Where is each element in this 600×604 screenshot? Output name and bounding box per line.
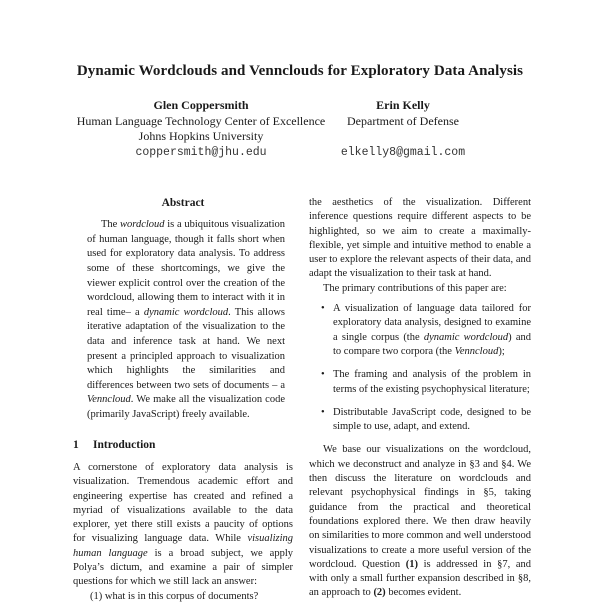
author-block-2 (328, 98, 478, 160)
right-column (309, 196, 531, 601)
list-item: • A visualization of language data tailored for exploratory data analysis, designed to examine a single corpus (the dynamic wordcloud) and to compare two corpora (the Venncloud); (321, 303, 531, 357)
author-email: coppersmith@jhu.edu (135, 145, 267, 159)
author-affiliation: Human Language Technology Center of Excellence (76, 113, 326, 128)
abstract-paragraph: The wordcloud is a ubiquitous visualization of human language, though it falls short when used for exploratory data analysis. To address some of these shortcomings, we give the viewer explicit control over the creation of the wordcloud, allowing them to interact with it in real time– a dynamic wordcloud. This allows iterative adaptation of the visualization to the data and inference task at hand. We next present a principled approach to visualization which highlights the similarities and differences between two sets of documents – a Venncloud. We make all the visualization code (primarily JavaScript) freely available. (87, 219, 286, 421)
section-title: Introduction (93, 438, 156, 451)
body-paragraph: the aesthetics of the visualization. Different inference questions require different aspects to be highlighted, so we aim to create a maximally-flexible, yet simple and intuitive method to enable a user to explore the relevant aspects of their data, and adapt the visualization to their task at hand. (309, 197, 531, 280)
author-affiliation: Johns Hopkins University (138, 129, 264, 143)
paper-title: Dynamic Wordclouds and Vennclouds for Exploratory Data Analysis (76, 63, 524, 79)
left-column (73, 196, 293, 590)
author-affiliation: Department of Defense (347, 113, 459, 128)
author-block-1 (62, 98, 340, 160)
abstract-heading: Abstract (161, 197, 205, 209)
cut-off-line: (1) what is in this corpus of documents? (90, 591, 259, 602)
author-email: elkelly8@gmail.com (340, 145, 466, 159)
list-item: • Distributable JavaScript code, designed to be simple to use, adapt, and extend. (321, 406, 531, 433)
body-paragraph: We base our visualizations on the wordcloud, which we deconstruct and analyze in §3 and §4. We then discuss the literature on wordclouds and relevant psychophysical findings in §5, taking guidance from the practical and theoretical foundations explored there. We then draw heavily on similarities to more common and well understood visualizations to create a more useful version of the wordcloud. Question (1) is addressed in §7, and with only a small further expansion described in §8, an approach to (2) becomes evident. (309, 444, 531, 599)
bullet-icon: • (321, 303, 325, 315)
term-visualizing-human-language: visualizing human language (73, 533, 293, 559)
section-heading-introduction (73, 438, 293, 452)
abstract-body (73, 218, 293, 422)
contributions-list (309, 302, 531, 434)
term-wordcloud: wordcloud (120, 219, 165, 231)
author-name: Glen Coppersmith (153, 98, 249, 112)
bullet-icon: • (321, 406, 325, 418)
term-dynamic-wordcloud: dynamic wordcloud (423, 331, 509, 343)
term-venncloud: Venncloud (87, 394, 131, 406)
term-venncloud: Venncloud (454, 345, 499, 357)
question-ref-1: (1) (405, 558, 418, 570)
body-paragraph: The primary contributions of this paper are: (323, 282, 507, 294)
list-item: • The framing and analysis of the problem in terms of the existing psychophysical literature; (321, 369, 531, 395)
author-name: Erin Kelly (376, 98, 430, 112)
question-ref-2: (2) (373, 587, 386, 599)
term-dynamic-wordcloud: dynamic wordcloud (143, 306, 229, 318)
bullet-icon: • (321, 369, 325, 381)
author-affiliation-spacer (328, 129, 478, 145)
section-number: 1 (73, 438, 79, 451)
intro-paragraph: A cornerstone of exploratory data analysis is visualization. Tremendous academic effort and engineering expertise has created and refined a myriad of visualizations available to the data explorer, yet there still exists a paucity of options for visualizing language data. While visualizing human language is a broad subject, we apply Polya’s dictum, and examine a pair of simpler questions for which we still lack an answer: (73, 461, 293, 588)
